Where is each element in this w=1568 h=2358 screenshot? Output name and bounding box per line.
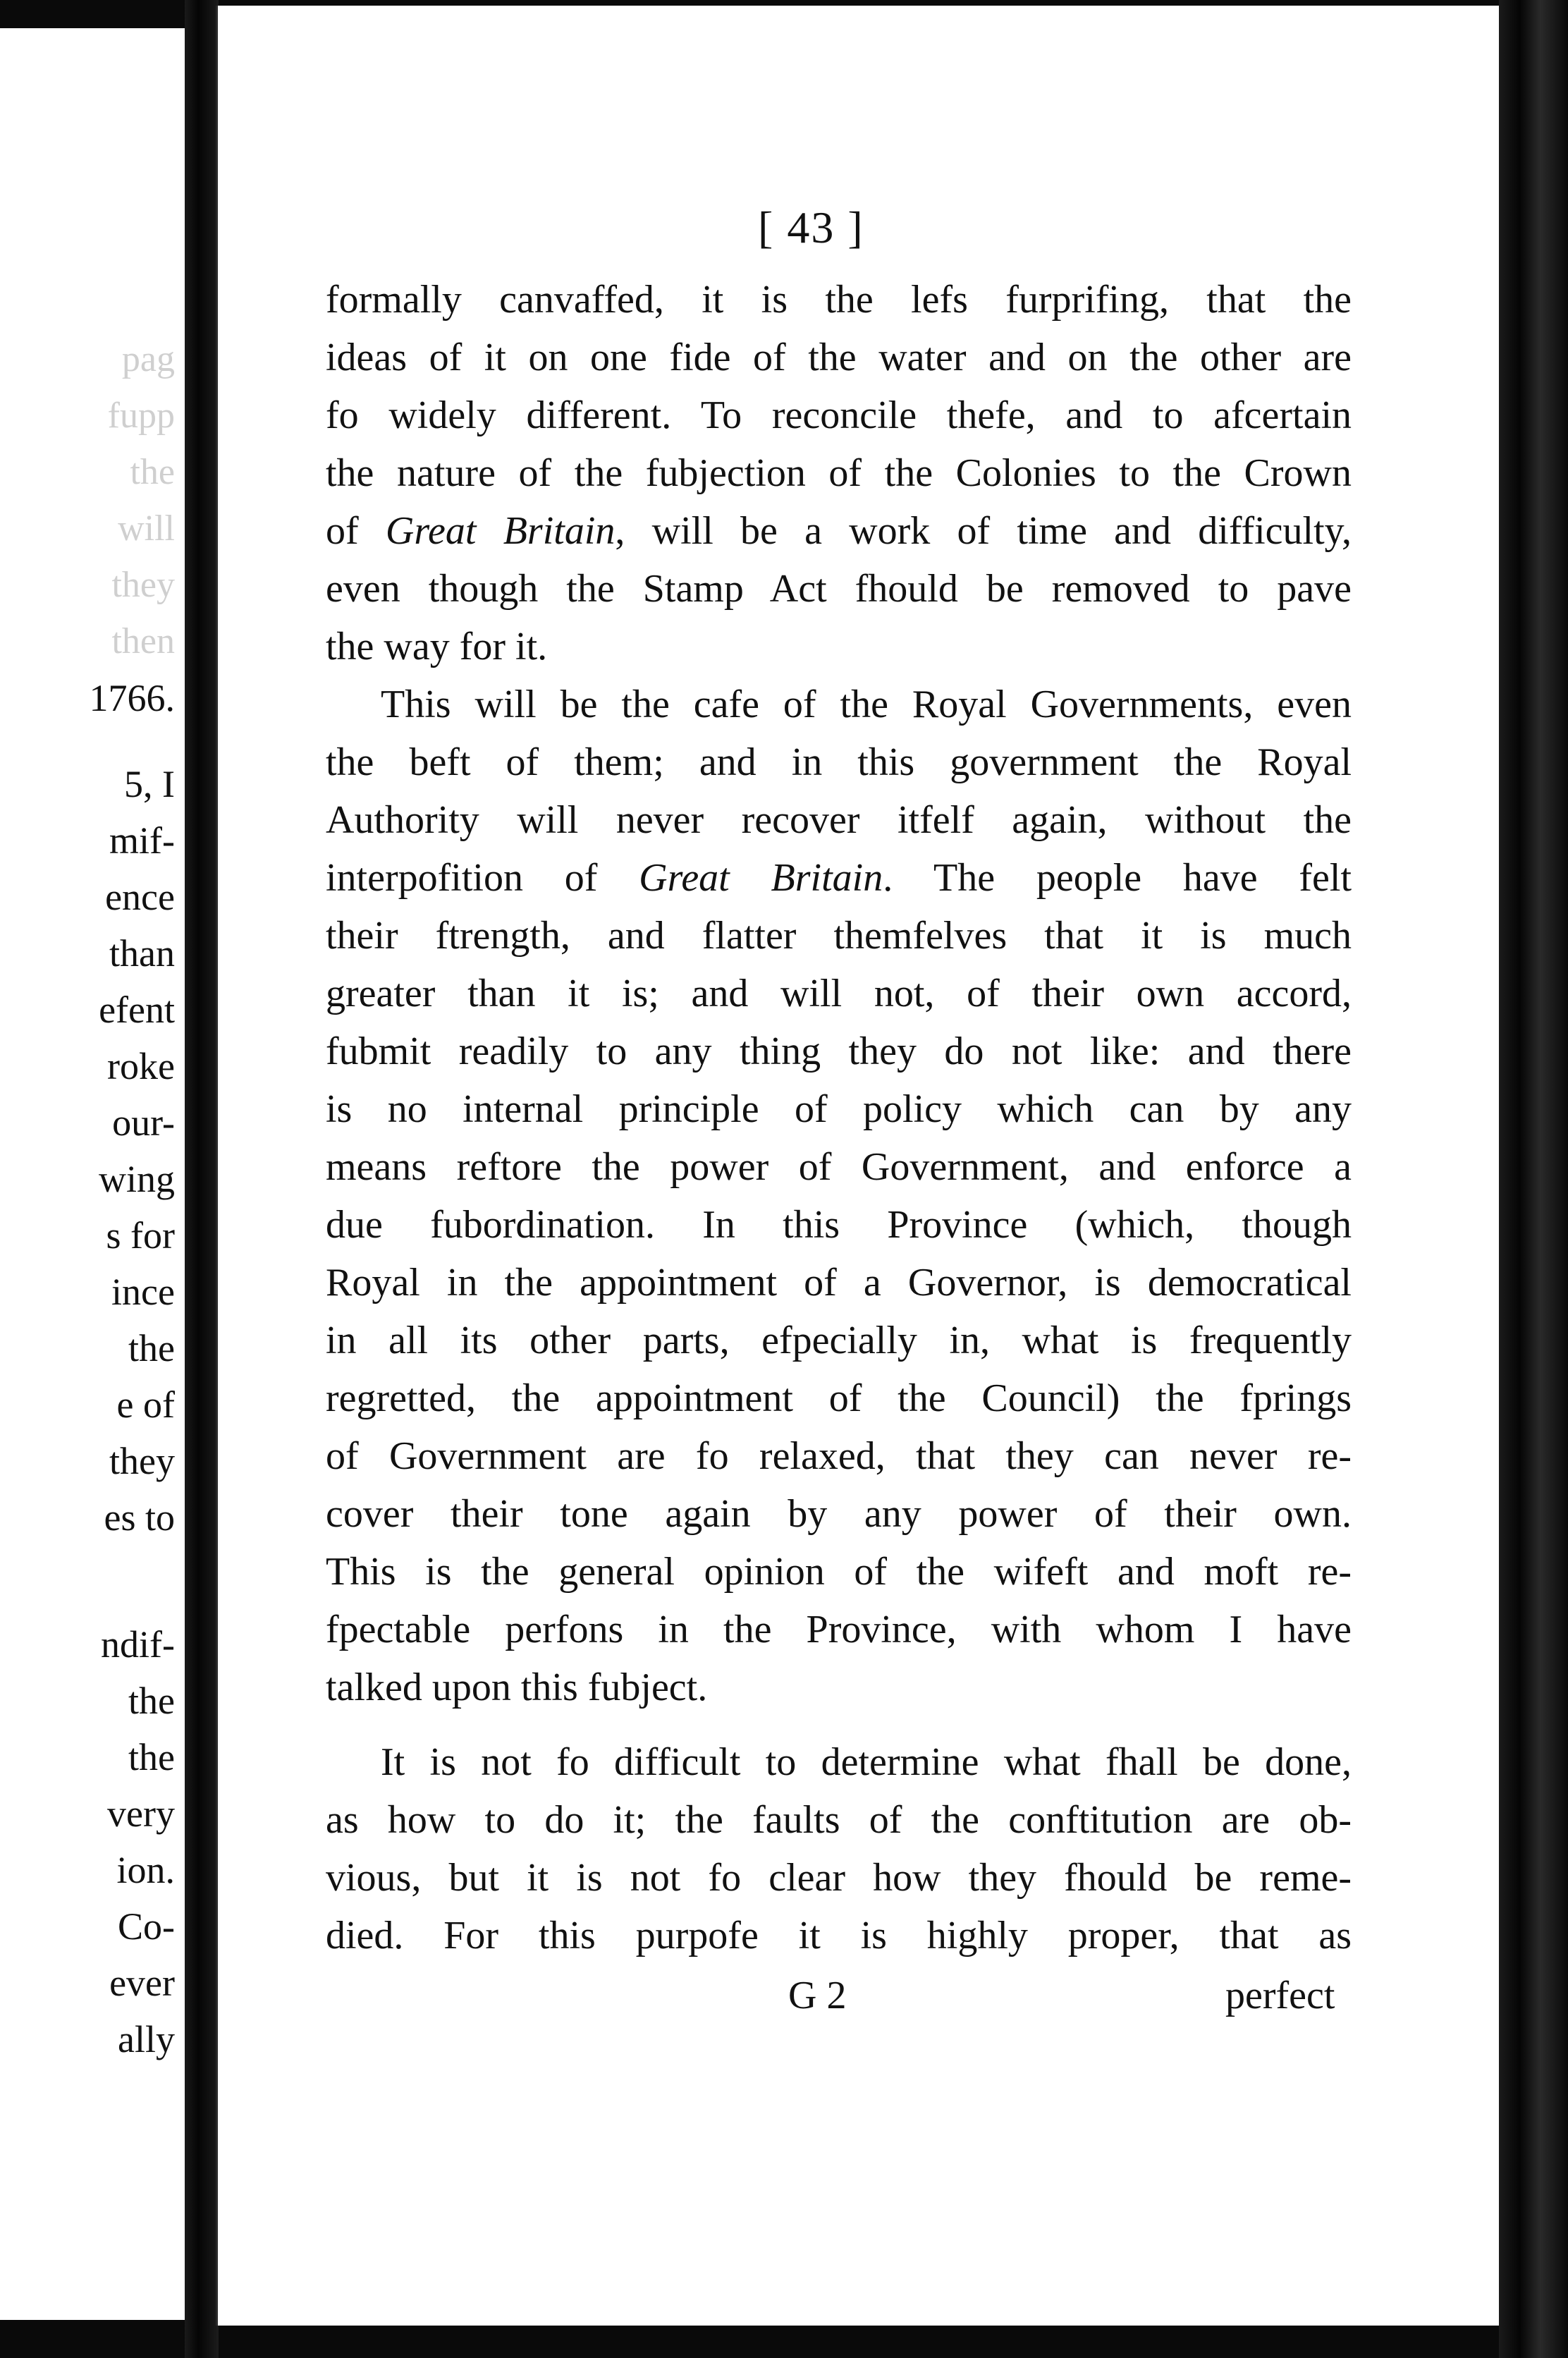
body-line: is no internal principle of policy which can by any (326, 1087, 1352, 1131)
left-page-line: ally (118, 2018, 175, 2060)
previous-page-fragment (0, 28, 188, 2320)
show-through-text: the (130, 452, 175, 492)
left-page-line: 5, I (124, 763, 175, 805)
left-page-line: the (128, 1327, 175, 1369)
left-page-line: the (128, 1680, 175, 1722)
page-number: [ 43 ] (758, 202, 864, 252)
show-through-text: they (111, 565, 175, 605)
book-gutter (185, 0, 219, 2358)
body-line: interpofition of Great Britain. The people have felt (326, 856, 1352, 900)
left-page-line: 1766. (89, 677, 175, 719)
show-through-text: then (111, 621, 175, 661)
left-page-line: roke (107, 1045, 175, 1087)
body-line: Authority will never recover itfelf again, without the (326, 798, 1352, 842)
body-line: of Great Britain, will be a work of time and difficulty, (326, 509, 1352, 553)
body-line: died. For this purpofe it is highly proper, that as (326, 1914, 1352, 1957)
body-line: the beft of them; and in this government the Royal (326, 740, 1352, 784)
left-page-line: Co- (118, 1905, 175, 1948)
left-page-line: the (128, 1736, 175, 1778)
body-line: means reftore the power of Government, and enforce a (326, 1145, 1352, 1189)
left-page-line: ence (105, 876, 175, 918)
body-line: the nature of the fubjection of the Colonies to the Crown (326, 451, 1352, 495)
left-page-line: es to (104, 1496, 175, 1539)
left-page-line: ever (109, 1962, 175, 2004)
show-through-text: will (118, 508, 175, 549)
signature-mark: G 2 (788, 1974, 847, 2017)
left-page-line: mif- (109, 819, 175, 862)
left-page-line: e of (116, 1383, 175, 1426)
body-line: in all its other parts, efpecially in, what is frequently (326, 1319, 1352, 1362)
left-page-line: ince (111, 1271, 175, 1313)
left-page-line: than (109, 932, 175, 975)
body-line: ideas of it on one fide of the water and on the other are (326, 336, 1352, 379)
left-page-line: ndif- (101, 1623, 175, 1666)
body-line: due fubordination. In this Province (which, though (326, 1203, 1352, 1247)
left-page-line: s for (106, 1214, 175, 1257)
left-page-line: they (109, 1440, 175, 1482)
italic-phrase: Great Britain (639, 856, 883, 900)
italic-phrase: Great Britain (385, 509, 615, 553)
left-page-line: efent (99, 989, 175, 1031)
body-line: their ftrength, and flatter themfelves that it is much (326, 914, 1352, 958)
body-line: as how to do it; the faults of the conftitution are ob- (326, 1798, 1352, 1842)
left-page-line: wing (99, 1158, 175, 1200)
body-line: talked upon this fubject. (326, 1666, 708, 1709)
left-page-line: ion. (116, 1849, 175, 1891)
body-line: fpectable perfons in the Province, with whom I have (326, 1608, 1352, 1651)
book-edge (1499, 0, 1568, 2358)
body-line: formally canvaffed, it is the lefs furprifing, that the (326, 278, 1352, 322)
catchword: perfect (1225, 1974, 1335, 2017)
body-line: Royal in the appointment of a Governor, is democratical (326, 1261, 1352, 1305)
body-line: It is not fo difficult to determine what fhall be done, (381, 1740, 1352, 1784)
body-line: fubmit readily to any thing they do not like: and there (326, 1030, 1352, 1073)
body-line: This will be the cafe of the Royal Governments, even (381, 683, 1352, 726)
body-line: greater than it is; and will not, of their own accord, (326, 972, 1352, 1015)
body-line: regretted, the appointment of the Council) the fprings (326, 1376, 1352, 1420)
left-page-line: very (107, 1792, 175, 1835)
body-line: even though the Stamp Act fhould be removed to pave (326, 567, 1352, 611)
body-line: vious, but it is not fo clear how they fhould be reme- (326, 1856, 1352, 1900)
body-line: cover their tone again by any power of their own. (326, 1492, 1352, 1536)
body-line: This is the general opinion of the wifeft and moft re- (326, 1550, 1352, 1594)
body-line: fo widely different. To reconcile thefe, and to afcertain (326, 393, 1352, 437)
body-line: the way for it. (326, 625, 548, 668)
left-page-line: our- (112, 1101, 175, 1144)
show-through-text: fupp (107, 396, 175, 436)
show-through-text: pag (121, 339, 175, 379)
body-line: of Government are fo relaxed, that they can never re- (326, 1434, 1352, 1478)
